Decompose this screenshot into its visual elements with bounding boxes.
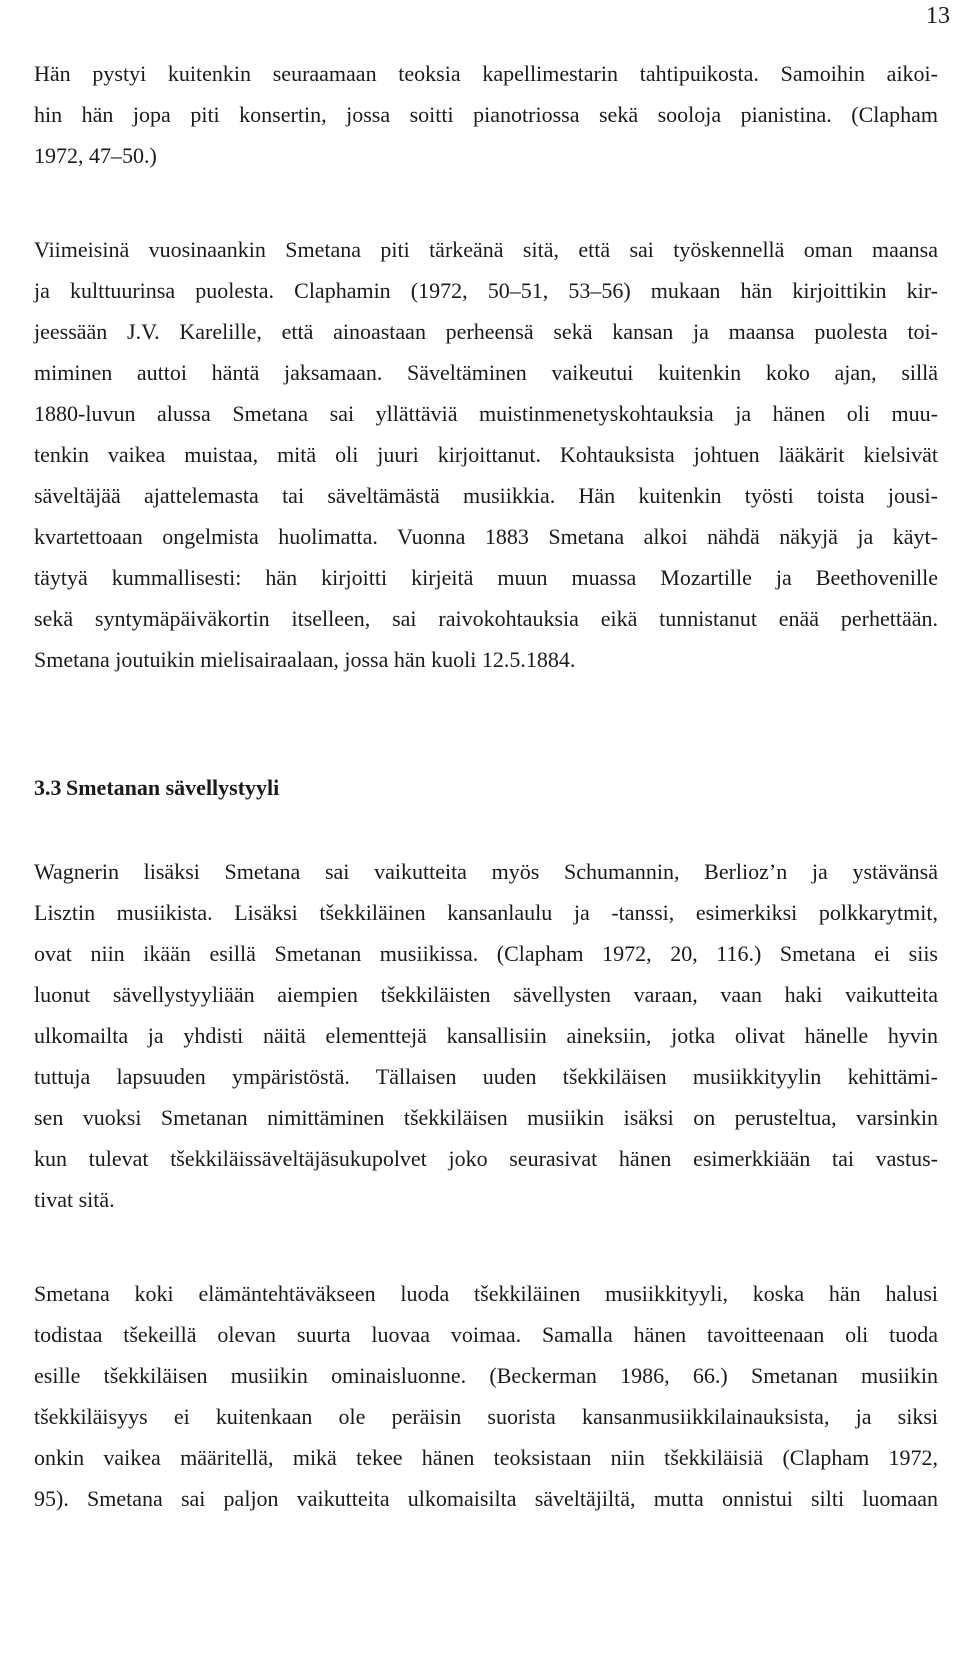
text-line: onkin vaikea määritellä, mikä tekee hänen teoksistaan niin tšekkiläisiä (Clapham 1972, (34, 1445, 938, 1470)
text-line: Wagnerin lisäksi Smetana sai vaikutteita myös Schumannin, Berlioz’n ja ystävänsä (34, 859, 938, 884)
text-line: todistaa tšekeillä olevan suurta luovaa voimaa. Samalla hänen tavoitteenaan oli tuoda (34, 1322, 938, 1347)
text-line: jeessään J.V. Karelille, että ainoastaan perheensä sekä kansan ja maansa puolesta toi- (34, 319, 938, 344)
text-line: tenkin vaikea muistaa, mitä oli juuri kirjoittanut. Kohtauksista johtuen lääkärit kielsivät (34, 442, 938, 467)
text-line: kun tulevat tšekkiläissäveltäjäsukupolvet joko seurasivat hänen esimerkkiään tai vastus- (34, 1146, 938, 1171)
text-line: tuttuja lapsuuden ympäristöstä. Tällaisen uuden tšekkiläisen musiikkityylin kehittämi- (34, 1064, 938, 1089)
text-line: ulkomailta ja yhdisti näitä elementtejä kansallisiin aineksiin, jotka olivat hänelle hyvin (34, 1023, 938, 1048)
text-line: miminen auttoi häntä jaksamaan. Säveltäminen vaikeutui kuitenkin koko ajan, sillä (34, 360, 938, 385)
text-line: Lisztin musiikista. Lisäksi tšekkiläinen kansanlaulu ja -tanssi, esimerkiksi polkkarytmit, (34, 900, 938, 925)
text-line: 95). Smetana sai paljon vaikutteita ulkomaisilta säveltäjiltä, mutta onnistui silti luomaan (34, 1486, 938, 1511)
section-number: 3.3 (34, 775, 62, 800)
text-line: täytyä kummallisesti: hän kirjoitti kirjeitä muun muassa Mozartille ja Beethovenille (34, 565, 938, 590)
text-line: esille tšekkiläisen musiikin ominaisluonne. (Beckerman 1986, 66.) Smetanan musiikin (34, 1363, 938, 1388)
text-line: Smetana koki elämäntehtäväkseen luoda tšekkiläinen musiikkityyli, koska hän halusi (34, 1281, 938, 1306)
text-line: säveltäjää ajattelemasta tai säveltämästä musiikkia. Hän kuitenkin työsti toista jousi- (34, 483, 938, 508)
text-line: ja kulttuurinsa puolesta. Claphamin (1972, 50–51, 53–56) mukaan hän kirjoittikin kir- (34, 278, 938, 303)
text-line: hin hän jopa piti konsertin, jossa soitti pianotriossa sekä sooloja pianistina. (Clapham (34, 102, 938, 127)
paragraph-life-mission (34, 1273, 938, 1519)
text-line: Smetana joutuikin mielisairaalaan, jossa hän kuoli 12.5.1884. (34, 647, 576, 672)
paragraph-influences (34, 851, 938, 1220)
page-number: 13 (926, 3, 950, 29)
text-line: kvartettoaan ongelmista huolimatta. Vuonna 1883 Smetana alkoi nähdä näkyjä ja käyt- (34, 524, 938, 549)
paragraph-final-years (34, 229, 938, 680)
section-title: Smetanan sävellystyyli (66, 775, 280, 800)
text-line: Viimeisinä vuosinaankin Smetana piti tärkeänä sitä, että sai työskennellä oman maansa (34, 237, 938, 262)
text-line: ovat niin ikään esillä Smetanan musiikissa. (Clapham 1972, 20, 116.) Smetana ei siis (34, 941, 938, 966)
text-line: luonut sävellystyyliään aiempien tšekkiläisten sävellysten varaan, vaan haki vaikutteita (34, 982, 938, 1007)
paragraph-illness-concert (34, 53, 938, 176)
text-line: tšekkiläisyys ei kuitenkaan ole peräisin suorista kansanmusiikkilainauksista, ja siksi (34, 1404, 938, 1429)
text-line: tivat sitä. (34, 1187, 115, 1212)
page-body (34, 53, 938, 1519)
section-heading (34, 774, 938, 802)
text-line: 1972, 47–50.) (34, 143, 157, 168)
text-line: sekä syntymäpäiväkortin itselleen, sai raivokohtauksia eikä tunnistanut enää perhettään. (34, 606, 938, 631)
text-line: sen vuoksi Smetanan nimittäminen tšekkiläisen musiikin isäksi on perusteltua, varsinkin (34, 1105, 938, 1130)
text-line: 1880-luvun alussa Smetana sai yllättäviä muistinmenetyskohtauksia ja hänen oli muu- (34, 401, 938, 426)
text-line: Hän pystyi kuitenkin seuraamaan teoksia kapellimestarin tahtipuikosta. Samoihin aikoi- (34, 61, 938, 86)
